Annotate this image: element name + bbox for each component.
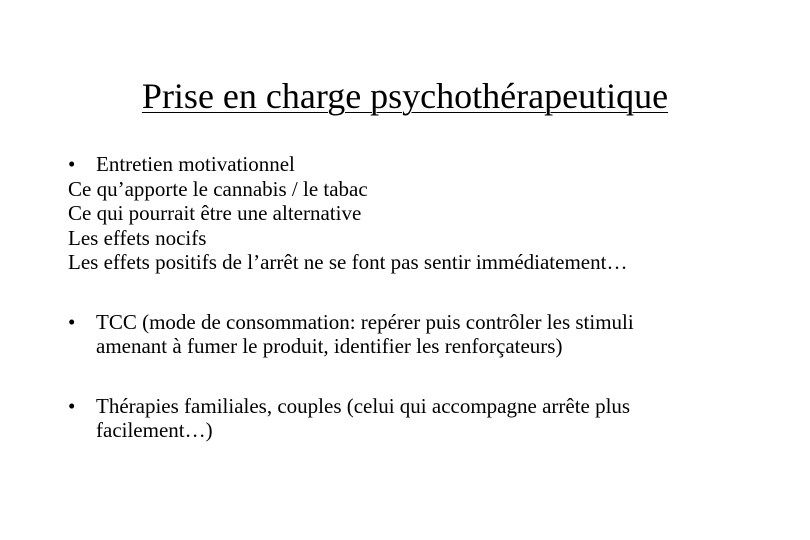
bullet-therapies-familiales: [68, 394, 788, 443]
sub-line-effets-nocifs: Les effets nocifs: [68, 225, 207, 250]
bullet-text-line: facilement…): [96, 418, 213, 442]
sub-line-alternative: Ce qui pourrait être une alternative: [68, 201, 362, 225]
spacer: [68, 275, 788, 310]
slide-body: [68, 152, 788, 443]
bullet-text-line: amenant à fumer le produit, identifier les renforçateurs): [96, 334, 563, 358]
bullet-tcc: [68, 310, 788, 359]
sub-line-effets-positifs: Les effets positifs de l’arrêt ne se font pas sentir immédiatement…: [68, 250, 628, 274]
bullet-entretien-motivationnel: [68, 152, 788, 177]
bullet-text-line: TCC (mode de consommation: repérer puis contrôler les stimuli: [96, 309, 634, 334]
bullet-icon: •: [68, 393, 76, 418]
bullet-icon: •: [68, 152, 76, 176]
slide-title: Prise en charge psychothérapeutique: [141, 76, 669, 116]
bullet-icon: •: [68, 309, 76, 334]
bullet-text-line: Thérapies familiales, couples (celui qui accompagne arrête plus: [96, 393, 631, 418]
bullet-text: Entretien motivationnel: [96, 152, 295, 176]
bullet-text-block: [96, 394, 630, 443]
sub-line-cannabis-tabac: Ce qu’apporte le cannabis / le tabac: [68, 176, 368, 201]
spacer: [68, 359, 788, 394]
bullet-text-block: [96, 310, 634, 359]
